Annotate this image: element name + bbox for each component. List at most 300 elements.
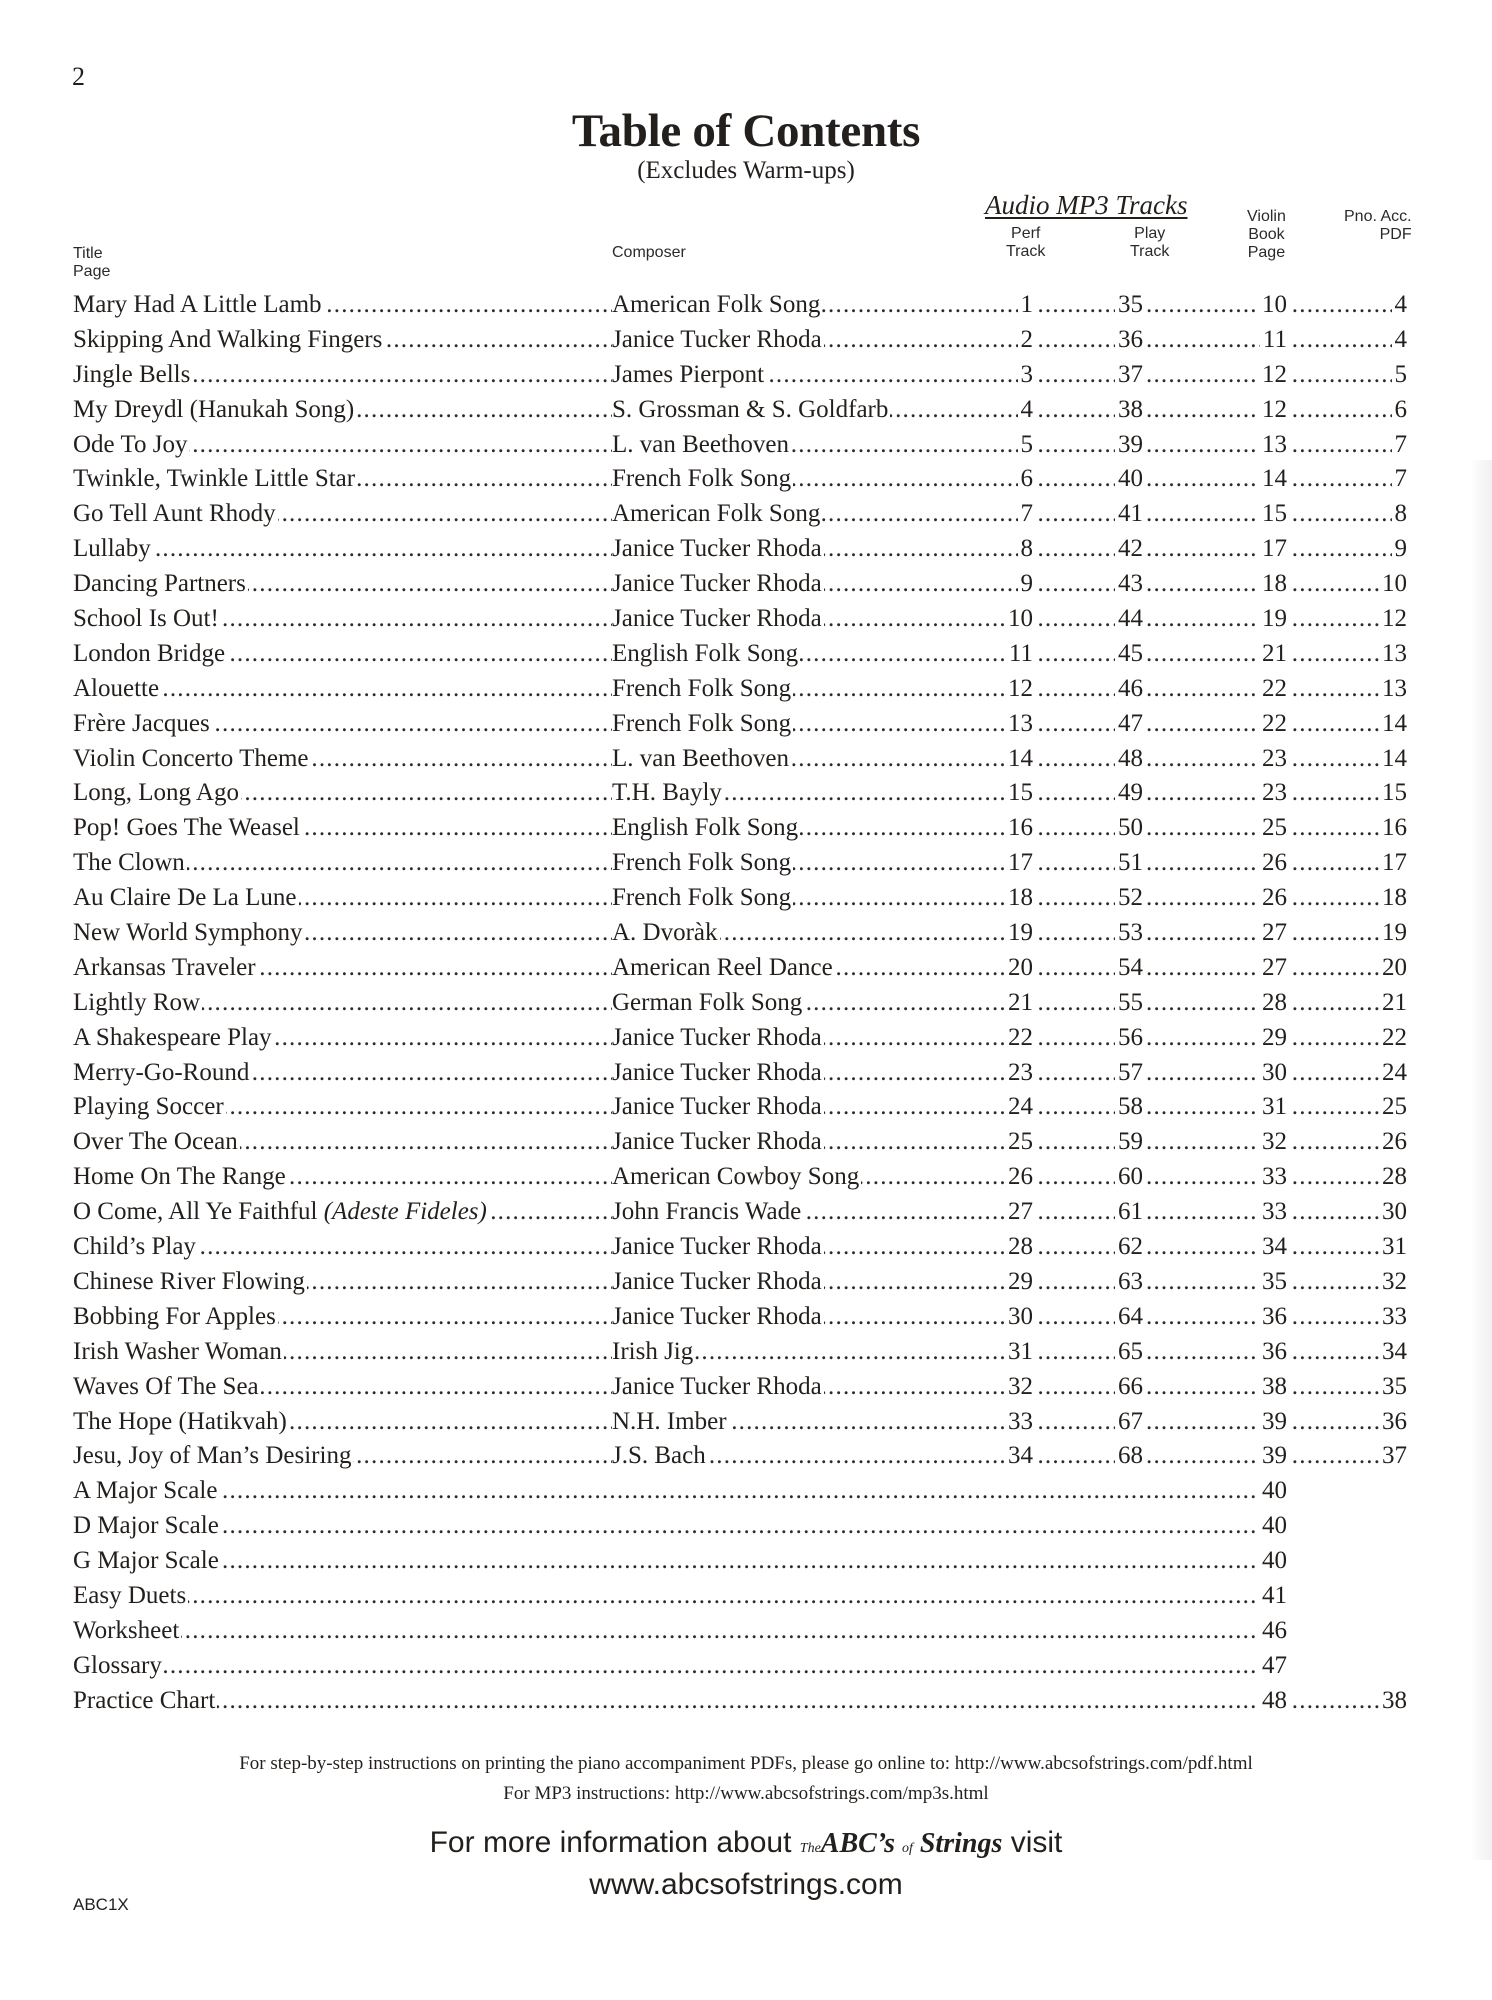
dot-leader [1146,986,1262,1021]
toc-row[interactable] [73,916,1407,951]
song-title-text: Lullaby [73,535,151,563]
toc-row-extra[interactable] [73,1509,1407,1544]
song-title-text: Mary Had A Little Lamb [73,291,322,318]
song-title [73,742,311,777]
perf-track-number: 3 [1018,358,1037,393]
toc-row[interactable] [73,602,1407,637]
dot-leader [1146,1195,1262,1230]
section-title: A Major Scale [73,1474,219,1509]
toc-row[interactable] [73,497,1407,532]
song-title [73,1300,278,1335]
perf-track-number: 6 [1018,462,1037,497]
piano-pdf-page: 24 [1379,1056,1407,1091]
piano-pdf-page: 26 [1379,1125,1407,1160]
composer: Janice Tucker Rhoda [612,567,824,602]
play-track-number: 47 [1115,707,1146,742]
column-header-title-line1: Title [73,245,103,262]
song-title [73,986,202,1021]
dot-leader [73,1579,1288,1614]
toc-row-extra[interactable] [73,1649,1407,1684]
song-title-text: London Bridge [73,639,226,667]
toc-row[interactable] [73,1090,1407,1125]
violin-book-page: 33 [1259,1195,1290,1230]
piano-pdf-page: 6 [1392,393,1408,428]
dot-leader [1146,916,1262,951]
dot-leader [1146,497,1262,532]
toc-row[interactable] [73,1160,1407,1195]
song-title [73,1125,240,1160]
perf-track-number: 30 [1005,1300,1036,1335]
dot-leader [1146,393,1262,428]
song-title-text: Long, Long Ago [73,779,239,807]
song-title [73,358,192,393]
toc-row[interactable] [73,1195,1407,1230]
toc-row[interactable] [73,846,1407,881]
perf-track-number: 5 [1018,428,1037,463]
violin-book-page: 30 [1259,1056,1290,1091]
dot-leader [1146,1090,1262,1125]
piano-pdf-page: 4 [1392,288,1408,323]
composer: N.H. Imber [612,1405,729,1440]
page-number: 2 [72,62,85,91]
perf-track-number: 11 [1006,637,1036,672]
violin-book-page: 27 [1259,951,1290,986]
section-title: Easy Duets [73,1579,188,1614]
song-title [73,567,248,602]
dot-leader [1146,1021,1262,1056]
piano-pdf-page: 20 [1379,951,1407,986]
perf-track-number: 26 [1005,1160,1036,1195]
brand-abcs: ABC’s [820,1828,895,1859]
column-header-play-track [1130,225,1169,261]
song-title [73,1056,251,1091]
brand-logo-text [800,1828,1003,1859]
toc-row[interactable] [73,811,1407,846]
song-title [73,916,304,951]
perf-track-number: 33 [1005,1405,1036,1440]
perf-track-number: 13 [1005,707,1036,742]
piano-pdf-page: 36 [1379,1405,1407,1440]
violin-book-page: 33 [1259,1160,1290,1195]
toc-row[interactable] [73,393,1407,428]
composer: French Folk Song [612,707,793,742]
play-track-number: 59 [1115,1125,1146,1160]
play-track-number: 65 [1115,1335,1146,1370]
composer: French Folk Song [612,881,793,916]
more-info-line [0,1826,1492,1860]
toc-row[interactable] [73,1125,1407,1160]
piano-pdf-page: 5 [1392,358,1408,393]
column-header-perf-line2: Track [1006,243,1046,260]
play-track-number: 50 [1115,811,1146,846]
toc-row[interactable] [73,1439,1407,1474]
composer: John Francis Wade [612,1195,803,1230]
toc-row[interactable] [73,1405,1407,1440]
dot-leader [1146,428,1262,463]
song-title-text: Lightly Row [73,988,201,1016]
song-title-text: Dancing Partners [73,570,246,598]
piano-pdf-page: 18 [1379,881,1407,916]
play-track-number: 64 [1115,1300,1146,1335]
dot-leader [1146,1125,1262,1160]
toc-row[interactable] [73,567,1407,602]
column-header-violin-line3: Page [1247,244,1286,261]
toc-row[interactable] [73,358,1407,393]
song-title-text: Chinese River Flowing [73,1267,305,1295]
table-of-contents [73,288,1407,1719]
toc-row[interactable] [73,1265,1407,1300]
dot-leader [1146,1300,1262,1335]
play-track-number: 35 [1115,288,1146,323]
perf-track-number: 9 [1018,567,1037,602]
play-track-number: 62 [1115,1230,1146,1265]
song-title-text: Jesu, Joy of Man’s Desiring [73,1442,352,1470]
toc-row-extra[interactable] [73,1474,1407,1509]
violin-book-page: 29 [1259,1021,1290,1056]
violin-book-page: 31 [1259,1090,1290,1125]
violin-book-page: 48 [1259,1684,1290,1719]
perf-track-number: 18 [1005,881,1036,916]
play-track-number: 43 [1115,567,1146,602]
toc-row[interactable] [73,1230,1407,1265]
perf-track-number: 1 [1018,288,1037,323]
play-track-number: 55 [1115,986,1146,1021]
song-title-text: Waves Of The Sea [73,1372,259,1400]
perf-track-number: 4 [1018,393,1037,428]
dot-leader [1146,672,1262,707]
song-title-text: The Clown [73,849,185,877]
perf-track-number: 8 [1018,532,1037,567]
song-title-text: Skipping And Walking Fingers [73,325,383,353]
perf-track-number: 24 [1005,1090,1036,1125]
violin-book-page: 46 [1259,1614,1290,1649]
more-info-prefix: For more information about [429,1826,792,1859]
toc-row[interactable] [73,986,1407,1021]
composer: Janice Tucker Rhoda [612,1125,824,1160]
song-title-text: Ode To Joy [73,430,188,458]
violin-book-page: 34 [1259,1230,1290,1265]
column-header-pno-line2: PDF [1379,226,1412,243]
product-code: ABC1X [73,1895,129,1914]
song-title-text: O Come, All Ye Faithful [73,1198,318,1226]
song-title [73,637,227,672]
play-track-number: 41 [1115,497,1146,532]
violin-book-page: 41 [1259,1579,1290,1614]
composer: Janice Tucker Rhoda [612,1230,824,1265]
play-track-number: 48 [1115,742,1146,777]
perf-track-number: 31 [1005,1335,1036,1370]
section-title: G Major Scale [73,1544,221,1579]
column-header-violin-book-page [1247,208,1286,262]
perf-track-number: 2 [1018,323,1037,358]
song-title [73,393,356,428]
violin-book-page: 21 [1259,637,1290,672]
column-header-perf-track [1006,225,1045,261]
perf-track-number: 32 [1005,1370,1036,1405]
song-title [73,323,384,358]
dot-leader [1146,1335,1262,1370]
perf-track-number: 28 [1005,1230,1036,1265]
section-title: Glossary [73,1649,164,1684]
song-title [73,672,161,707]
perf-track-number: 20 [1005,951,1036,986]
perf-track-number: 10 [1005,602,1036,637]
column-header-perf-line1: Perf [1011,225,1041,242]
song-title [73,462,357,497]
toc-row-extra[interactable] [73,1684,1407,1719]
song-title-text: Bobbing For Apples [73,1302,276,1330]
song-title [73,881,299,916]
piano-pdf-page: 22 [1379,1021,1407,1056]
violin-book-page: 25 [1259,811,1290,846]
piano-pdf-page: 38 [1379,1684,1407,1719]
pdf-instructions-note: For step-by-step instructions on printing the piano accompaniment PDFs, please go online to: http://www.abcsofstrings.com/pdf.html [239,1753,1253,1774]
violin-book-page: 39 [1259,1439,1290,1474]
toc-row[interactable] [73,288,1407,323]
column-header-composer: Composer [612,244,686,261]
dot-leader [1146,532,1262,567]
composer: French Folk Song [612,462,793,497]
toc-row[interactable] [73,776,1407,811]
dot-leader [1146,323,1262,358]
toc-row[interactable] [73,951,1407,986]
violin-book-page: 40 [1259,1474,1290,1509]
composer: Irish Jig [612,1335,695,1370]
song-title [73,428,189,463]
dot-leader [1146,1265,1262,1300]
piano-pdf-page: 8 [1392,497,1408,532]
piano-pdf-page: 10 [1379,567,1407,602]
column-header-title [73,245,110,281]
column-header-violin-line1: Violin [1247,208,1286,225]
dot-leader [1146,707,1262,742]
song-title-text: Arkansas Traveler [73,953,256,981]
composer: German Folk Song [612,986,804,1021]
piano-pdf-page: 28 [1379,1160,1407,1195]
dot-leader [1146,811,1262,846]
composer: Janice Tucker Rhoda [612,602,824,637]
dot-leader [1146,1230,1262,1265]
violin-book-page: 10 [1259,288,1290,323]
page-title: Table of Contents [571,105,921,157]
brand-of: of [901,1841,913,1856]
toc-row[interactable] [73,323,1407,358]
perf-track-number: 21 [1005,986,1036,1021]
composer: Janice Tucker Rhoda [612,532,824,567]
song-title-text: School Is Out! [73,605,219,633]
composer: James Pierpont [612,358,766,393]
play-track-number: 60 [1115,1160,1146,1195]
play-track-number: 44 [1115,602,1146,637]
composer: American Cowboy Song [612,1160,861,1195]
song-title-text: Merry-Go-Round [73,1058,250,1086]
piano-pdf-page: 14 [1379,742,1407,777]
violin-book-page: 26 [1259,881,1290,916]
song-title-text: The Hope (Hatikvah) [73,1407,287,1435]
play-track-number: 67 [1115,1405,1146,1440]
dot-leader [1146,1160,1262,1195]
composer: J.S. Bach [612,1439,708,1474]
toc-row[interactable] [73,742,1407,777]
perf-track-number: 23 [1005,1056,1036,1091]
composer: S. Grossman & S. Goldfarb [612,393,890,428]
dot-leader [1146,637,1262,672]
brand-strings: Strings [919,1828,1003,1859]
page-subtitle: (Excludes Warm-ups) [637,157,855,184]
composer: A. Dvoràk [612,916,720,951]
song-title-text: Pop! Goes The Weasel [73,814,300,842]
piano-pdf-page: 25 [1379,1090,1407,1125]
perf-track-number: 16 [1005,811,1036,846]
play-track-number: 66 [1115,1370,1146,1405]
composer: Janice Tucker Rhoda [612,1300,824,1335]
mp3-instructions-note: For MP3 instructions: http://www.abcsofstrings.com/mp3s.html [503,1783,989,1804]
section-title: Practice Chart [73,1684,217,1719]
toc-row[interactable] [73,532,1407,567]
song-title-text: Jingle Bells [73,360,191,388]
composer: American Folk Song [612,288,822,323]
toc-row-extra[interactable] [73,1579,1407,1614]
composer: L. van Beethoven [612,742,791,777]
play-track-number: 56 [1115,1021,1146,1056]
piano-pdf-page: 34 [1379,1335,1407,1370]
violin-book-page: 13 [1259,428,1290,463]
piano-pdf-page: 14 [1379,707,1407,742]
play-track-number: 37 [1115,358,1146,393]
song-title-text: A Shakespeare Play [73,1023,272,1051]
song-title [73,776,241,811]
song-title-text: Au Claire De La Lune [73,884,297,912]
violin-book-page: 12 [1259,393,1290,428]
song-title-text: Violin Concerto Theme [73,744,309,772]
violin-book-page: 23 [1259,742,1290,777]
piano-pdf-page: 7 [1392,462,1408,497]
song-title [73,707,212,742]
violin-book-page: 32 [1259,1125,1290,1160]
piano-pdf-page: 21 [1379,986,1407,1021]
play-track-number: 49 [1115,776,1146,811]
dot-leader [1146,288,1262,323]
composer: L. van Beethoven [612,428,791,463]
song-title [73,1335,284,1370]
play-track-number: 51 [1115,846,1146,881]
toc-row[interactable] [73,1021,1407,1056]
violin-book-page: 39 [1259,1405,1290,1440]
play-track-number: 54 [1115,951,1146,986]
piano-pdf-page: 15 [1379,776,1407,811]
toc-row[interactable] [73,428,1407,463]
violin-book-page: 19 [1259,602,1290,637]
toc-row[interactable] [73,1370,1407,1405]
song-title [73,1021,274,1056]
song-title-text: Irish Washer Woman [73,1337,282,1365]
dot-leader [1146,1405,1262,1440]
play-track-number: 53 [1115,916,1146,951]
composer: Janice Tucker Rhoda [612,1056,824,1091]
violin-book-page: 40 [1259,1544,1290,1579]
toc-row[interactable] [73,881,1407,916]
column-header-play-line2: Track [1130,243,1170,260]
perf-track-number: 7 [1018,497,1037,532]
piano-pdf-page: 37 [1379,1439,1407,1474]
song-title [73,951,258,986]
song-title-text: Home On The Range [73,1163,286,1191]
play-track-number: 58 [1115,1090,1146,1125]
toc-row[interactable] [73,1300,1407,1335]
song-title [73,602,221,637]
toc-row[interactable] [73,672,1407,707]
violin-book-page: 40 [1259,1509,1290,1544]
toc-row[interactable] [73,1335,1407,1370]
website-link[interactable]: www.abcsofstrings.com [589,1868,903,1901]
composer: Janice Tucker Rhoda [612,1090,824,1125]
piano-pdf-page: 13 [1379,637,1407,672]
perf-track-number: 14 [1005,742,1036,777]
violin-book-page: 15 [1259,497,1290,532]
perf-track-number: 34 [1005,1439,1036,1474]
dot-leader [1146,776,1262,811]
violin-book-page: 47 [1259,1649,1290,1684]
song-title-text: Child’s Play [73,1233,196,1261]
song-title [73,1195,489,1230]
composer: Janice Tucker Rhoda [612,1370,824,1405]
song-title [73,497,278,532]
song-title [73,846,187,881]
perf-track-number: 25 [1005,1125,1036,1160]
song-title [73,1090,226,1125]
piano-pdf-page: 4 [1392,323,1408,358]
perf-track-number: 12 [1005,672,1036,707]
dot-leader [1146,358,1262,393]
perf-track-number: 29 [1005,1265,1036,1300]
piano-pdf-page: 35 [1379,1370,1407,1405]
song-title-text: My Dreydl (Hanukah Song) [73,395,355,423]
toc-row[interactable] [73,707,1407,742]
column-header-title-line2: Page [73,263,111,280]
toc-row[interactable] [73,637,1407,672]
piano-pdf-page: 16 [1379,811,1407,846]
violin-book-page: 28 [1259,986,1290,1021]
play-track-number: 36 [1115,323,1146,358]
toc-row[interactable] [73,462,1407,497]
violin-book-page: 35 [1259,1265,1290,1300]
song-title [73,1439,353,1474]
song-title [73,1370,261,1405]
column-header-violin-line2: Book [1248,226,1285,243]
column-header-piano-acc-pdf [1344,208,1412,244]
toc-row[interactable] [73,1056,1407,1091]
toc-row-extra[interactable] [73,1614,1407,1649]
violin-book-page: 22 [1259,707,1290,742]
dot-leader [73,1649,1288,1684]
song-title-text: Alouette [73,674,160,702]
dot-leader [73,1544,1288,1579]
perf-track-number: 15 [1005,776,1036,811]
perf-track-number: 22 [1005,1021,1036,1056]
song-title [73,1160,288,1195]
composer: American Reel Dance [612,951,835,986]
dot-leader [1146,1056,1262,1091]
dot-leader [1146,462,1262,497]
composer: English Folk Song [612,811,800,846]
dot-leader [73,1684,1288,1719]
column-header-pno-line1: Pno. Acc. [1344,208,1412,225]
dot-leader [73,1509,1288,1544]
song-title-text: Over The Ocean [73,1128,238,1156]
song-title-text: New World Symphony [73,919,303,947]
song-title-alt: (Adeste Fideles) [323,1198,487,1226]
toc-row-extra[interactable] [73,1544,1407,1579]
